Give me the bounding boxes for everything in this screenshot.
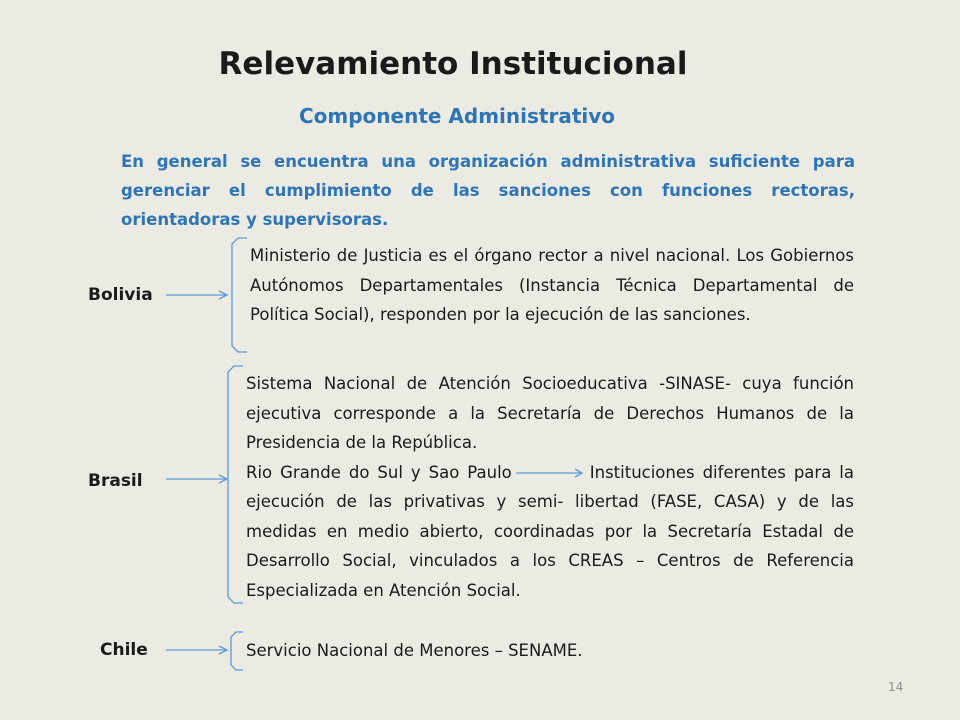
description-chile-text: Servicio Nacional de Menores – SENAME. xyxy=(246,641,583,660)
arrow-right-icon xyxy=(166,646,227,654)
description-bolivia-text: Ministerio de Justicia es el órgano rector a nivel nacional. Los Gobiernos Autónomos Departamentales (Instancia Técnica Departamental de Política Social), responden por la ejecución de las sanciones. xyxy=(250,246,854,324)
country-label-bolivia: Bolivia xyxy=(88,285,153,305)
bracket-icon xyxy=(232,238,247,352)
intro-paragraph: En general se encuentra una organización administrativa suficiente para gerenciar el cumplimiento de las sanciones con funciones rectoras, orientadoras y supervisoras. xyxy=(121,152,855,229)
slide-title: Relevamiento Institucional xyxy=(218,46,688,82)
country-label-chile: Chile xyxy=(100,640,148,660)
description-brasil-text-2-end: Instituciones diferentes para la ejecución de las privativas y semi- libertad (FASE, CASA) y de las medidas en medio abierto, coordinadas por la Secretaría Estadal de Desarrollo Social, vinculados a los CREAS – Centros de Referencia Especializada en Atención Social. xyxy=(246,462,854,600)
page-number: 14 xyxy=(888,680,904,694)
arrow-right-icon xyxy=(166,475,227,483)
bracket-icon xyxy=(231,632,243,670)
description-brasil-text-2-start: Rio Grande do Sul y Sao Paulo xyxy=(246,462,512,482)
slide-subtitle: Componente Administrativo xyxy=(298,104,616,128)
country-label-brasil: Brasil xyxy=(88,471,143,491)
description-brasil-text-1: Sistema Nacional de Atención Socioeducativa -SINASE- cuya función ejecutiva corresponde a la Secretaría de Derechos Humanos de la Presidencia de la República. xyxy=(246,374,854,452)
bracket-icon xyxy=(228,366,243,603)
arrow-right-icon xyxy=(166,291,227,299)
